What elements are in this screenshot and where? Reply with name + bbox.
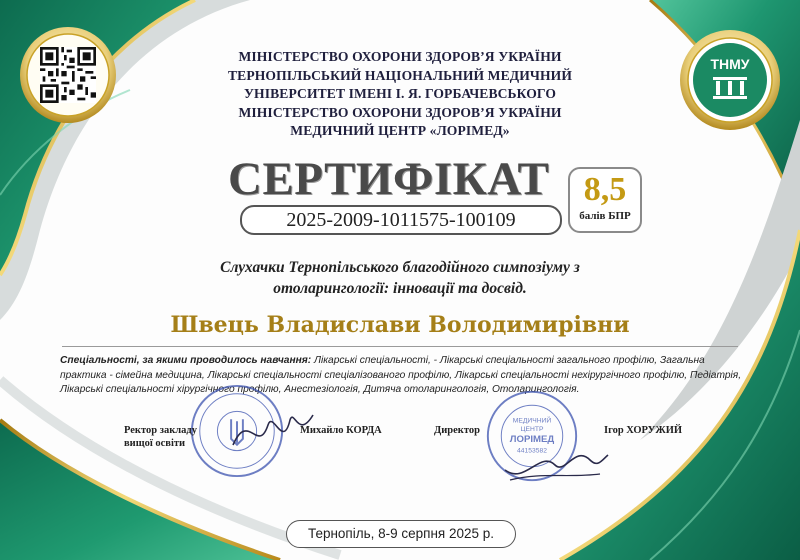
score-badge — [568, 167, 642, 233]
header-line: МІНІСТЕРСТВО ОХОРОНИ ЗДОРОВ’Я УКРАЇНИ — [238, 104, 562, 120]
university-emblem-icon — [683, 33, 777, 127]
event-line: отоларингології: інновації та досвід. — [273, 280, 527, 297]
svg-text:ЦЕНТР: ЦЕНТР — [520, 426, 544, 434]
director-signature — [500, 430, 610, 490]
qr-code-icon — [40, 47, 96, 103]
event-line: Слухачки Тернопільського благодійного симпозіуму з — [220, 259, 580, 276]
svg-text:44153582: 44153582 — [517, 447, 547, 455]
header-line: МЕДИЧНИЙ ЦЕНТР «ЛОРІМЕД» — [290, 123, 510, 138]
rector-title-line: вищої освіти — [124, 438, 186, 449]
header-line: ТЕРНОПІЛЬСЬКИЙ НАЦІОНАЛЬНИЙ МЕДИЧНИЙ — [227, 67, 572, 83]
specialties-label: Спеціальності, за якими проводилось навчання: — [60, 355, 312, 366]
header-line: УНІВЕРСИТЕТ ІМЕНІ І. Я. ГОРБАЧЕВСЬКОГО — [243, 86, 557, 101]
certificate-number: 2025-2009-1011575-100109 — [240, 205, 562, 235]
score-value: 8,5 — [583, 171, 627, 208]
director-title: Директор — [434, 425, 480, 436]
issuer-header — [180, 48, 620, 141]
header-line: МІНІСТЕРСТВО ОХОРОНИ ЗДОРОВ’Я УКРАЇНИ — [238, 49, 562, 64]
svg-text:МЕДИЧНИЙ: МЕДИЧНИЙ — [512, 417, 552, 425]
svg-text:ТНМУ: ТНМУ — [710, 56, 750, 72]
certificate-title: СЕРТИФІКАТ — [228, 153, 550, 205]
rector-name: Михайло КОРДА — [300, 425, 382, 436]
svg-text:ЛОРІМЕД: ЛОРІМЕД — [509, 433, 555, 445]
divider — [62, 346, 738, 347]
specialties-block — [60, 354, 750, 398]
event-description — [170, 257, 630, 299]
rector-title-line: Ректор закладу — [124, 425, 197, 436]
director-name: Ігор ХОРУЖИЙ — [604, 425, 683, 436]
specialties-text: Лікарські спеціальності, - Лікарські спеціальності загального профілю, Загальна практика - сімейна медицина, Лікарські спеціальності спеціалізованого профілю, Лікарські спеціальності нехірургічного профілю, Педіатрія, Лікарські спеціальності хірургічного профілю, Анестезіологія, Дитяча отоларингологія, Отоларингологія. — [60, 355, 742, 395]
rector-title — [124, 424, 197, 450]
recipient-name: Швець Владислави Володимирівни — [170, 312, 630, 338]
place-and-date: Тернопіль, 8-9 серпня 2025 р. — [286, 520, 516, 548]
score-unit: балів БПР — [579, 210, 631, 222]
